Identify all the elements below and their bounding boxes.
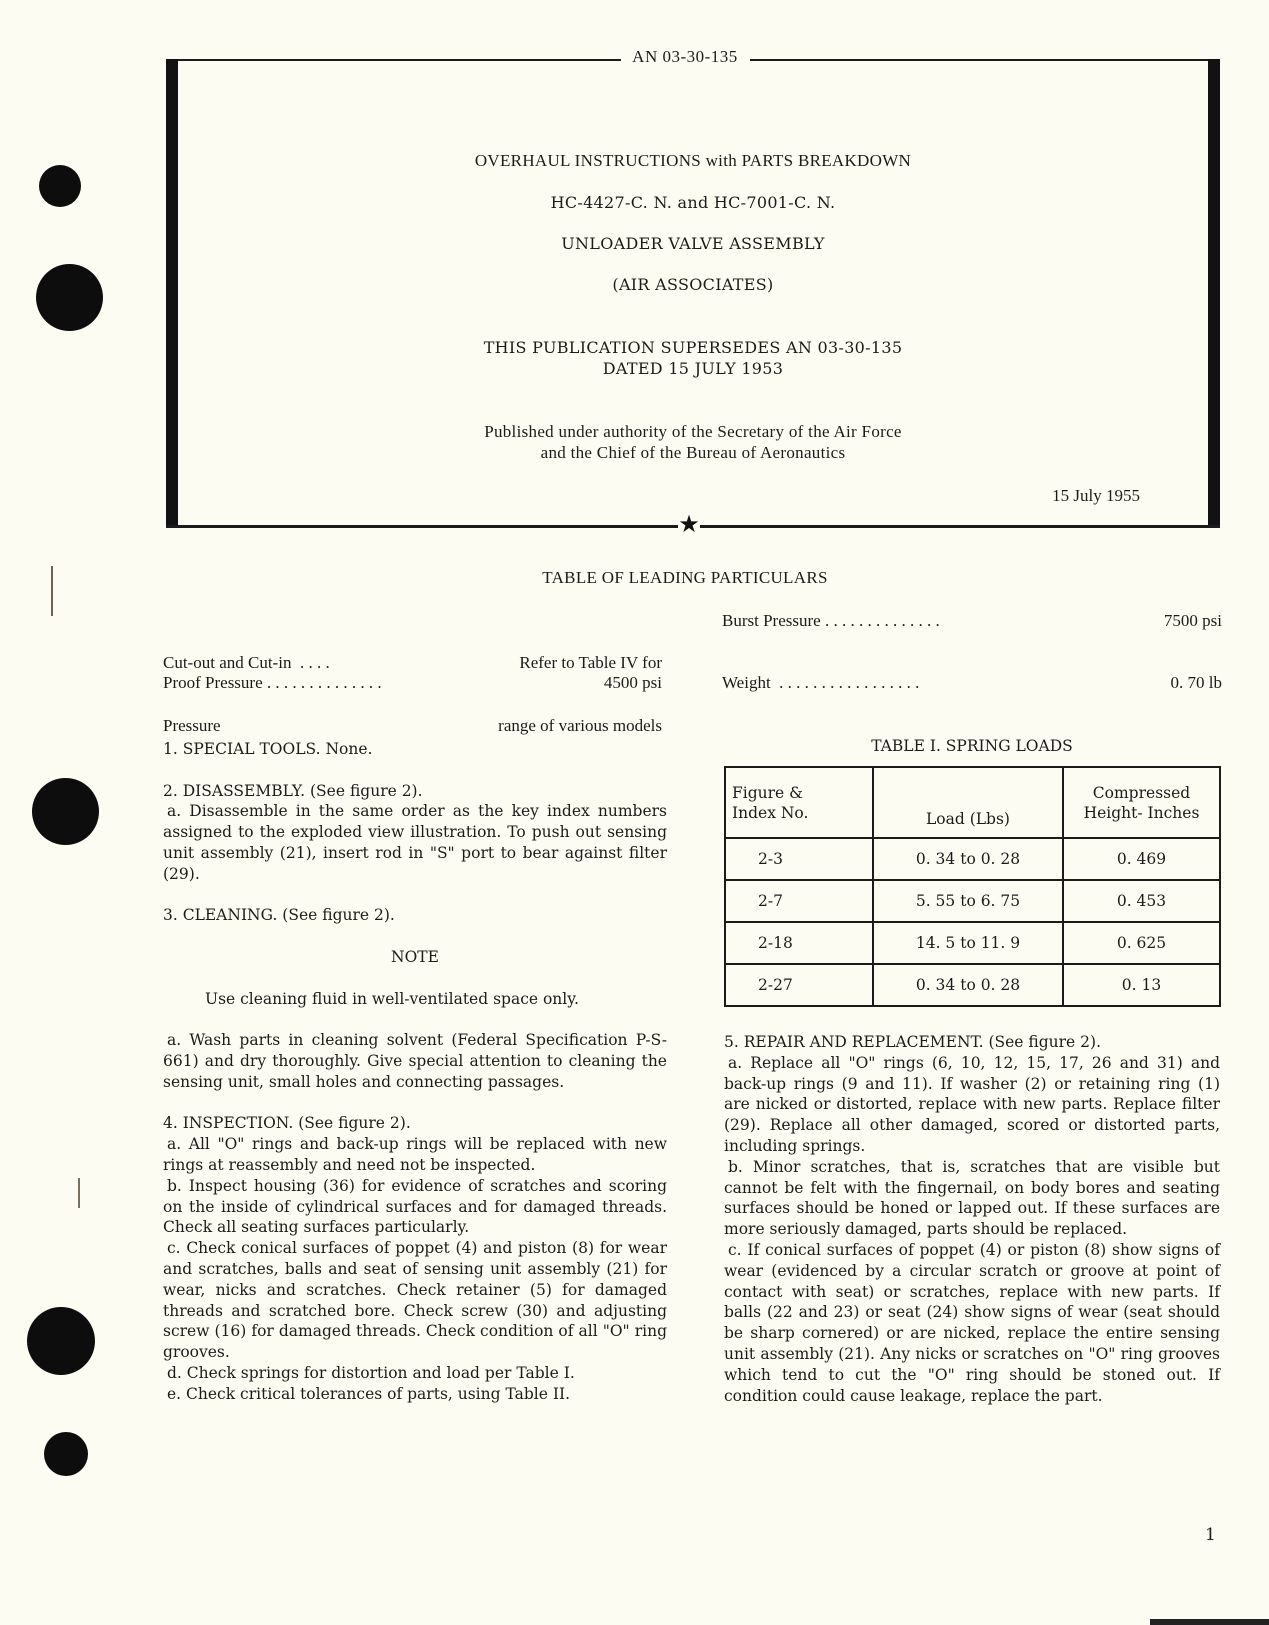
table-header-row — [725, 767, 1220, 838]
page-number: 1 — [1205, 1525, 1216, 1545]
table-row — [725, 838, 1220, 880]
paragraph: d. Check springs for distortion and load per Table I. — [167, 1363, 575, 1382]
table-cell: 2-27 — [725, 964, 873, 1006]
table-cell: 2-18 — [725, 922, 873, 964]
authority-statement — [178, 421, 1208, 463]
paragraph: a. Wash parts in cleaning solvent (Federal Specification P-S-661) and dry thoroughly. Give special attention to cleaning the sensing unit, small holes and connecting passages. — [163, 1031, 667, 1091]
authority-line: and the Chief of the Bureau of Aeronautics — [540, 443, 846, 462]
cover-box-bottom-rule — [166, 525, 678, 528]
binder-hole — [27, 1307, 95, 1375]
paragraph: b. Minor scratches, that is, scratches that are visible but cannot be felt with the fingernail, on body bores and seating surfaces should be honed or lapped out. If these surfaces are more seriously damaged, parts should be replaced. — [724, 1157, 1220, 1239]
cover-box-border — [166, 59, 178, 528]
particular-value: 0. 70 lb — [1170, 673, 1222, 692]
cover-box-border — [1208, 59, 1220, 528]
binder-hole — [39, 165, 81, 207]
particular-label-line: Cut-out and Cut-in . . . . — [163, 653, 330, 672]
particular-label: Proof Pressure . . . . . . . . . . . . . . — [163, 673, 382, 692]
header-rule — [178, 59, 621, 61]
table-row — [725, 922, 1220, 964]
table-cell: 5. 55 to 6. 75 — [873, 880, 1063, 922]
spring-loads-table — [724, 766, 1221, 1007]
table-cell: 2-7 — [725, 880, 873, 922]
column-header — [1063, 767, 1220, 838]
section-heading-disassembly: 2. DISASSEMBLY. (See figure 2). — [163, 781, 423, 800]
paper-mark — [51, 566, 53, 616]
header-rule — [750, 59, 1208, 61]
binder-hole — [36, 264, 103, 331]
supersedes-notice — [178, 337, 1208, 379]
header-line: Figure & — [732, 783, 803, 802]
table-cell: 14. 5 to 11. 9 — [873, 922, 1063, 964]
particular-value-line: range of various models — [498, 716, 662, 735]
model-numbers: HC-4427-C. N. and HC-7001-C. N. — [550, 193, 836, 212]
note-title: NOTE — [391, 947, 439, 966]
table-cell: 0. 34 to 0. 28 — [873, 964, 1063, 1006]
table-cell: 0. 34 to 0. 28 — [873, 838, 1063, 880]
paragraph: a. All "O" rings and back-up rings will be replaced with new rings at reassembly and need not be inspected. — [163, 1135, 667, 1174]
note-text: Use cleaning fluid in well-ventilated space only. — [205, 989, 579, 1008]
section-heading-cleaning: 3. CLEANING. (See figure 2). — [163, 906, 395, 925]
particular-label: Weight . . . . . . . . . . . . . . . . . — [722, 673, 920, 692]
paragraph: c. If conical surfaces of poppet (4) or piston (8) show signs of wear (evidenced by a circular scratch or groove at point of contact with seat) or scratches, replace with new parts. If balls (22 and 23) or seat (24) show signs of wear (seat should be sharp cornered) or are nicked, replace the entire sensing unit assembly (21). Any nicks or scratches on "O" ring grooves which tend to cut the "O" ring should be stoned out. If condition could cause leakage, replace the part. — [724, 1240, 1220, 1405]
section-heading-repair: 5. REPAIR AND REPLACEMENT. (See figure 2). — [724, 1033, 1101, 1051]
paragraph: c. Check conical surfaces of poppet (4) and piston (8) for wear and scratches, balls and seat of sensing unit assembly (21) for wear, nicks and scratches. Check retainer (5) for damaged threads and scratched bore. Check screw (30) and adjusting screw (16) for damaged threads. Check condition of all "O" ring grooves. — [163, 1239, 667, 1362]
particular-label: Burst Pressure . . . . . . . . . . . . . . — [722, 611, 940, 630]
particular-label-line: Pressure — [163, 716, 221, 735]
particular-value: 4500 psi — [603, 673, 662, 692]
header-line: Compressed — [1092, 783, 1191, 802]
binder-hole — [32, 778, 99, 845]
particular-value-line: Refer to Table IV for — [519, 653, 662, 672]
supersedes-line: DATED 15 JULY 1953 — [602, 359, 784, 378]
table-cell: 0. 453 — [1063, 880, 1220, 922]
cover-box-bottom-rule — [700, 525, 1220, 528]
table-cell: 0. 469 — [1063, 838, 1220, 880]
publication-date: 15 July 1955 — [1052, 486, 1140, 505]
binder-hole — [44, 1432, 88, 1476]
right-column — [724, 1032, 1220, 1406]
document-title: OVERHAUL INSTRUCTIONS with PARTS BREAKDOWN — [474, 151, 912, 170]
table-cell: 0. 13 — [1063, 964, 1220, 1006]
table-cell: 2-3 — [725, 838, 873, 880]
scan-edge — [1150, 1619, 1269, 1625]
header-line: Index No. — [732, 803, 809, 822]
column-header — [725, 767, 873, 838]
left-column — [163, 739, 667, 1405]
header-line: Height- Inches — [1083, 803, 1200, 822]
document-number: AN 03-30-135 — [632, 47, 738, 66]
particular-value: 7500 psi — [1163, 611, 1222, 630]
table-row — [725, 964, 1220, 1006]
paragraph: a. Disassemble in the same order as the key index numbers assigned to the exploded view illustration. To push out sensing unit assembly (21), insert rod in "S" port to bear against filter (29). — [163, 802, 667, 883]
section-special-tools: 1. SPECIAL TOOLS. None. — [163, 740, 373, 758]
star-icon: ★ — [678, 510, 700, 538]
column-header — [873, 767, 1063, 838]
paragraph: e. Check critical tolerances of parts, using Table II. — [167, 1384, 570, 1403]
supersedes-line: THIS PUBLICATION SUPERSEDES AN 03-30-135 — [483, 338, 903, 357]
section-heading-inspection: 4. INSPECTION. (See figure 2). — [163, 1114, 411, 1133]
authority-line: Published under authority of the Secretary of the Air Force — [484, 422, 902, 441]
paragraph: b. Inspect housing (36) for evidence of scratches and scoring on the inside of cylindrical surfaces and for damaged threads. Check all seating surfaces particularly. — [163, 1176, 667, 1237]
paper-mark — [78, 1178, 80, 1208]
header-line: Load (Lbs) — [926, 810, 1010, 828]
paragraph: a. Replace all "O" rings (6, 10, 12, 15, 17, 26 and 31) and back-up rings (9 and 11). If washer (2) or retaining ring (1) are nicked or distorted, replace with new parts. Replace filter (29). Replace all other damaged, scored or distorted parts, including springs. — [724, 1053, 1220, 1155]
table-cell: 0. 625 — [1063, 922, 1220, 964]
table-title: TABLE I. SPRING LOADS — [871, 737, 1073, 755]
table-row — [725, 880, 1220, 922]
leading-particulars-title: TABLE OF LEADING PARTICULARS — [542, 568, 828, 587]
assembly-name: UNLOADER VALVE ASSEMBLY — [561, 234, 825, 253]
manufacturer: (AIR ASSOCIATES) — [612, 275, 774, 294]
